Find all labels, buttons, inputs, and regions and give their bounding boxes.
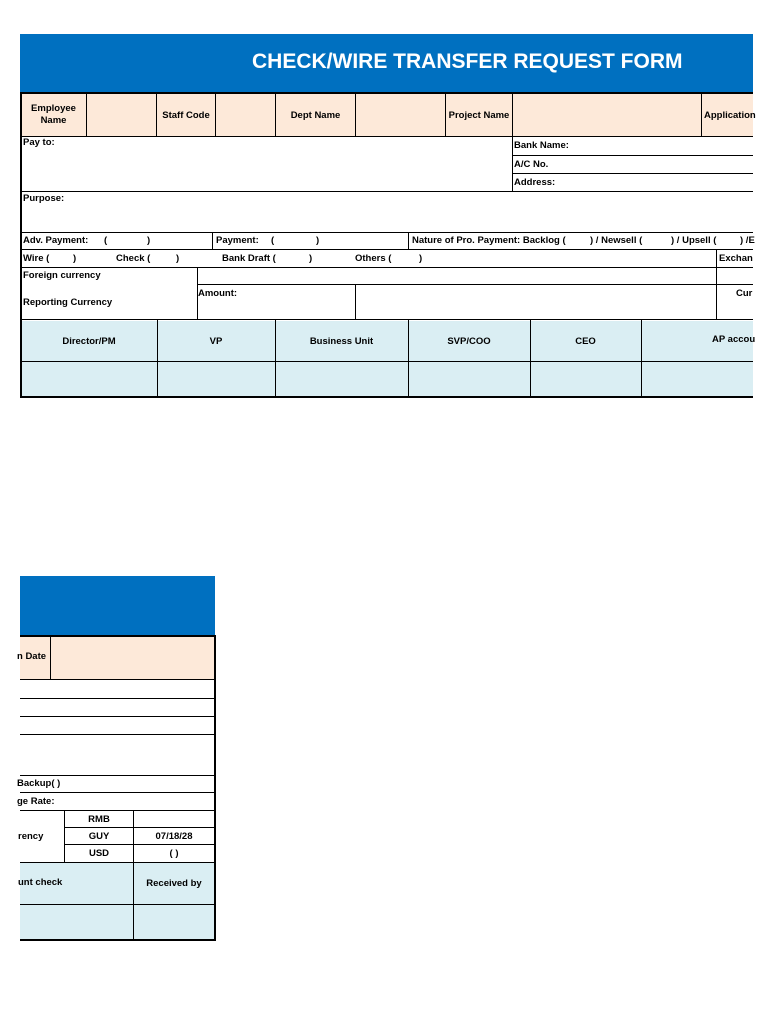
table-top-border (20, 92, 753, 94)
col-line (156, 93, 157, 136)
col-line (275, 319, 276, 397)
received-by-label: Received by (146, 877, 202, 889)
row-line (64, 844, 214, 845)
business-unit-label: Business Unit (309, 335, 374, 347)
application-date-field[interactable] (51, 637, 214, 679)
ceo-label: CEO (575, 335, 596, 347)
foreign-currency-label: Foreign currency (23, 270, 101, 281)
col-line (275, 93, 276, 136)
project-name-field[interactable] (513, 94, 701, 136)
row-line (20, 792, 214, 793)
bank-name-label: Bank Name: (514, 140, 569, 151)
application-date-label-right: n Date (17, 651, 47, 662)
table-left-border (20, 92, 22, 398)
continuation-right-border (214, 635, 216, 941)
col-line (512, 93, 513, 191)
ceo-signature[interactable] (530, 362, 641, 396)
row-line (512, 173, 753, 174)
currency-code-guy: GUY (88, 831, 110, 842)
adv-payment-label: Adv. Payment: (23, 235, 89, 246)
upsell-label: ) / Upsell ( (671, 235, 717, 246)
business-unit-signature[interactable] (275, 362, 408, 396)
adv-payment-open: ( (104, 235, 108, 246)
payment-open: ( (271, 235, 275, 246)
check-close: ) (176, 253, 180, 264)
check-label: Check ( (116, 253, 151, 264)
row-line (20, 361, 753, 362)
staff-code-field[interactable] (215, 94, 275, 136)
col-line (197, 267, 198, 319)
backup-label-left: ) /E (740, 235, 755, 246)
currency-label-left: Cur (736, 288, 753, 299)
received-by-signature[interactable] (134, 904, 214, 939)
col-line (355, 284, 356, 319)
ac-no-label: A/C No. (514, 159, 549, 170)
continuation-bottom-border (20, 939, 216, 941)
svp-coo-label: SVP/COO (447, 335, 491, 347)
amount-label: Amount: (198, 288, 238, 299)
col-line (157, 319, 158, 397)
row-line (20, 232, 753, 233)
col-line (716, 249, 717, 319)
form-main-part (0, 0, 756, 400)
application-date-label: Application (702, 94, 753, 136)
svp-coo-signature[interactable] (408, 362, 530, 396)
col-line (701, 93, 702, 136)
row-line (20, 904, 214, 905)
payment-close: ) (316, 235, 320, 246)
col-line (408, 319, 409, 397)
col-line (408, 232, 409, 249)
bank-draft-label: Bank Draft ( (222, 253, 276, 264)
row-line (20, 734, 214, 735)
wire-label: Wire ( (23, 253, 50, 264)
currency-label-right: rency (18, 831, 44, 842)
dept-name-label: Dept Name (276, 94, 355, 136)
row-line (20, 319, 753, 320)
row-line (20, 698, 214, 699)
others-label: Others ( (355, 253, 392, 264)
currency-value-rmb[interactable] (134, 811, 214, 828)
others-close: ) (419, 253, 423, 264)
continuation-title-bar (20, 576, 215, 635)
staff-code-label: Staff Code (157, 94, 215, 136)
form-title: CHECK/WIRE TRANSFER REQUEST FORM (252, 50, 683, 73)
col-line (355, 93, 356, 136)
purpose-label: Purpose: (23, 193, 65, 204)
reporting-currency-label: Reporting Currency (23, 297, 113, 308)
row-line (20, 267, 753, 268)
payment-label: Payment: (216, 235, 259, 246)
vp-label: VP (209, 335, 223, 347)
address-label: Address: (514, 177, 556, 188)
employee-name-field[interactable] (86, 94, 156, 136)
director-pm-signature[interactable] (21, 362, 157, 396)
col-line (86, 93, 87, 136)
vp-signature[interactable] (157, 362, 275, 396)
row-line (20, 716, 214, 717)
nature-of-payment-label: Nature of Pro. Payment: Backlog ( (412, 235, 566, 246)
backup-label-right: Backup( ) (17, 778, 61, 789)
dept-name-field[interactable] (356, 94, 445, 136)
row-line (197, 284, 753, 285)
currency-code-rmb: RMB (88, 814, 110, 825)
currency-value-guy[interactable]: 07/18/28 (155, 831, 193, 842)
exchange-rate-label-left: Exchan (719, 253, 753, 264)
form-continuation-part (17, 576, 217, 944)
col-line (212, 232, 213, 249)
wire-close: ) (73, 253, 77, 264)
ap-account-label-right: unt check (18, 877, 63, 888)
col-line (215, 93, 216, 136)
row-line (20, 679, 214, 680)
row-line (20, 862, 214, 863)
col-line (50, 637, 51, 679)
exchange-rate-label-right: ge Rate: (17, 796, 55, 807)
ap-account-label-left: AP accou (712, 334, 756, 345)
ap-account-signature[interactable] (20, 904, 133, 939)
project-name-label: Project Name (446, 94, 512, 136)
row-line (20, 810, 214, 811)
pay-to-label: Pay to: (23, 137, 55, 148)
col-line (133, 810, 134, 862)
currency-code-usd: USD (88, 848, 110, 859)
col-line (530, 319, 531, 397)
row-line (20, 136, 753, 137)
row-line (512, 155, 753, 156)
table-bottom-border (20, 396, 753, 398)
employee-name-label: Employee Name (21, 94, 86, 136)
col-line (64, 810, 65, 862)
bank-draft-close: ) (309, 253, 313, 264)
currency-value-usd[interactable]: ( ) (169, 848, 179, 859)
adv-payment-close: ) (147, 235, 151, 246)
col-line (133, 862, 134, 940)
col-line (641, 319, 642, 397)
row-line (64, 827, 214, 828)
director-pm-label: Director/PM (62, 335, 116, 347)
col-line (445, 93, 446, 136)
row-line (20, 775, 214, 776)
newsell-label: ) / Newsell ( (590, 235, 643, 246)
row-line (20, 249, 753, 250)
row-line (20, 191, 753, 192)
